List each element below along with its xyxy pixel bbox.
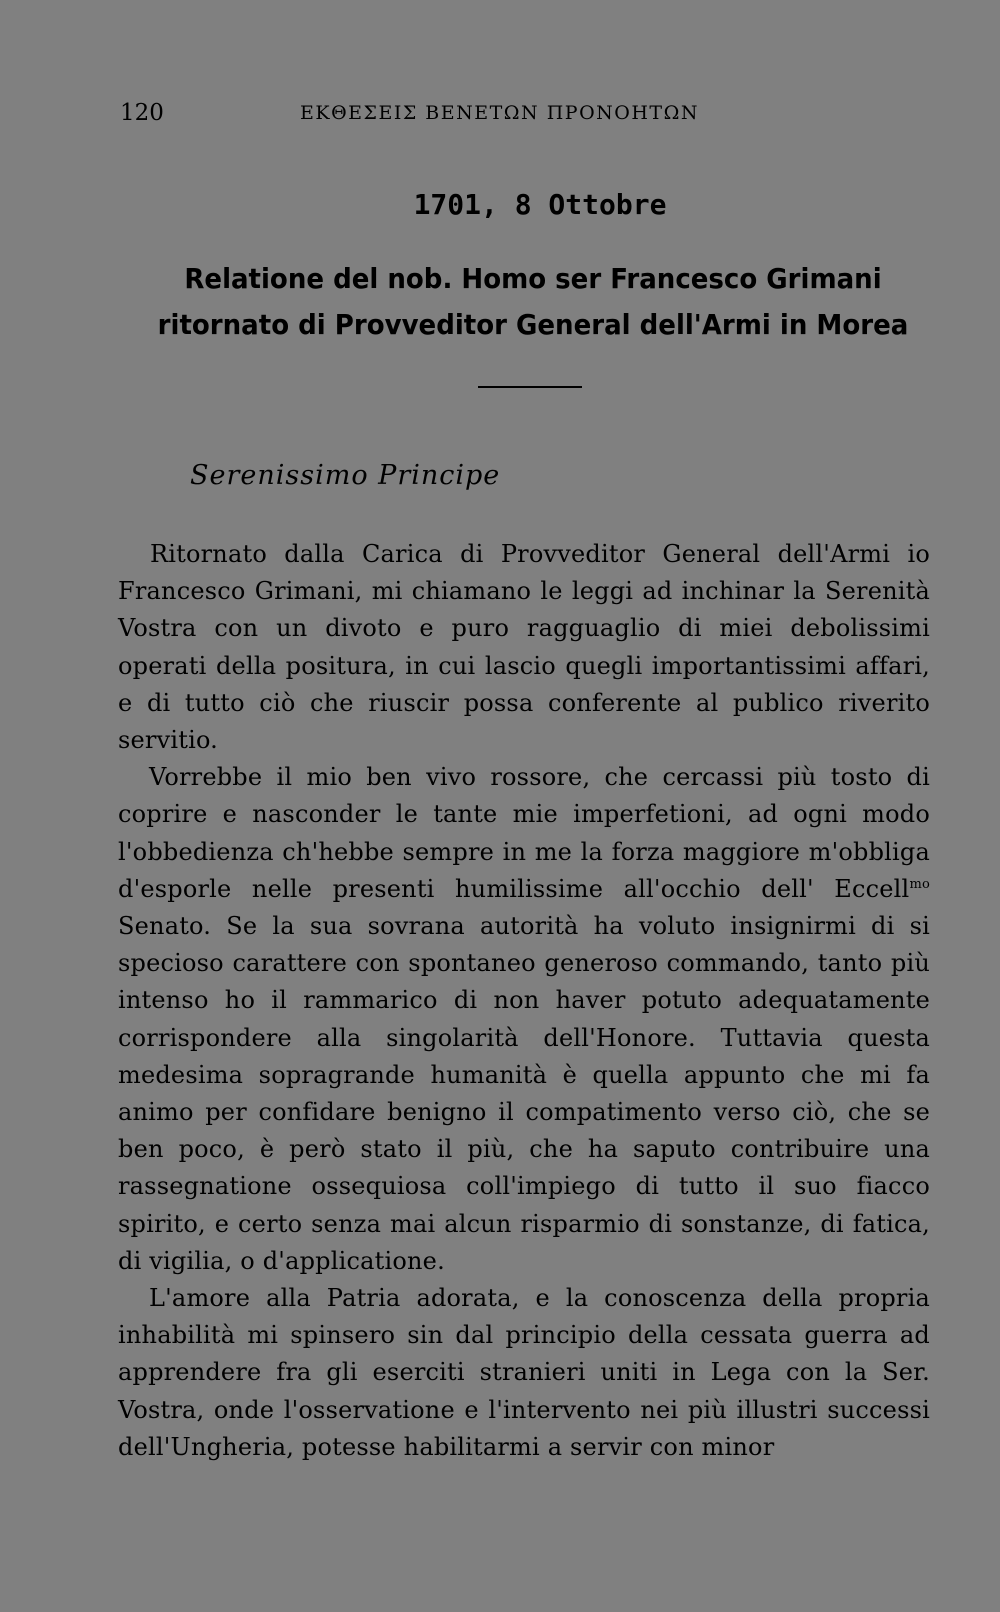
running-title: ΕΚΘΕΣΕΙΣ ΒΕΝΕΤΩΝ ΠΡΟΝΟΗΤΩΝ (300, 102, 699, 124)
document-title (147, 256, 919, 348)
paragraph-1: Ritornato dalla Carica di Provveditor General dell'Armi io Francesco Grimani, mi chiamano le leggi ad inchinar la Serenità Vostra con un divoto e puro ragguaglio di miei debolissimi operati della positura, in cui lascio quegli importantissimi affari, e di tutto ciò che riuscir possa conferente al publico riverito servitio. (118, 540, 930, 755)
title-line-1: Relatione del nob. Homo ser Francesco Grimani (184, 262, 882, 295)
salutation: Serenissimo Principe (190, 460, 501, 491)
paragraph-2-text-start: Vorrebbe il mio ben vivo rossore, che cercassi più tosto di coprire e nasconder le tante mie imperfetioni, ad ogni modo l'obbedienza ch'hebbe sempre in me la forza maggiore m'obbliga d'esporle nelle presenti humilissime all'occhio dell' Eccell (118, 763, 930, 903)
running-head (120, 100, 930, 134)
paragraph-3: L'amore alla Patria adorata, e la conoscenza della propria inhabilità mi spinsero sin dal principio della cessata guerra ad apprendere fra gli eserciti stranieri uniti in Lega con la Ser. Vostra, onde l'osservatione e l'intervento nei più illustri successi dell'Ungheria, potesse habilitarmi a servir con minor (118, 1284, 930, 1461)
paragraph-2 (118, 759, 930, 1280)
paragraph-2-text-end: Senato. Se la sua sovrana autorità ha voluto insignirmi di si specioso carattere con spontaneo generoso commando, tanto più intenso ho il rammarico di non haver potuto adequatamente corrispondere alla singolarità dell'Honore. Tuttavia questa medesima sopragrande humanità è quella appunto che mi fa animo per confidare benigno il compatimento verso ciò, che se ben poco, è però stato il più, che ha saputo contribuire una rassegnatione ossequiosa coll'impiego di tutto il suo fiacco spirito, e certo senza mai alcun risparmio di sonstanze, di fatica, di vigilia, o d'applicatione. (118, 912, 930, 1275)
page-number: 120 (120, 100, 164, 126)
title-line-2: ritornato di Provveditor General dell'Armi in Morea (157, 308, 909, 341)
title-divider (478, 386, 582, 388)
body-text (118, 536, 930, 1466)
superscript-abbreviation: mo (909, 876, 930, 892)
document-date: 1701, 8 Ottobre (413, 188, 667, 221)
